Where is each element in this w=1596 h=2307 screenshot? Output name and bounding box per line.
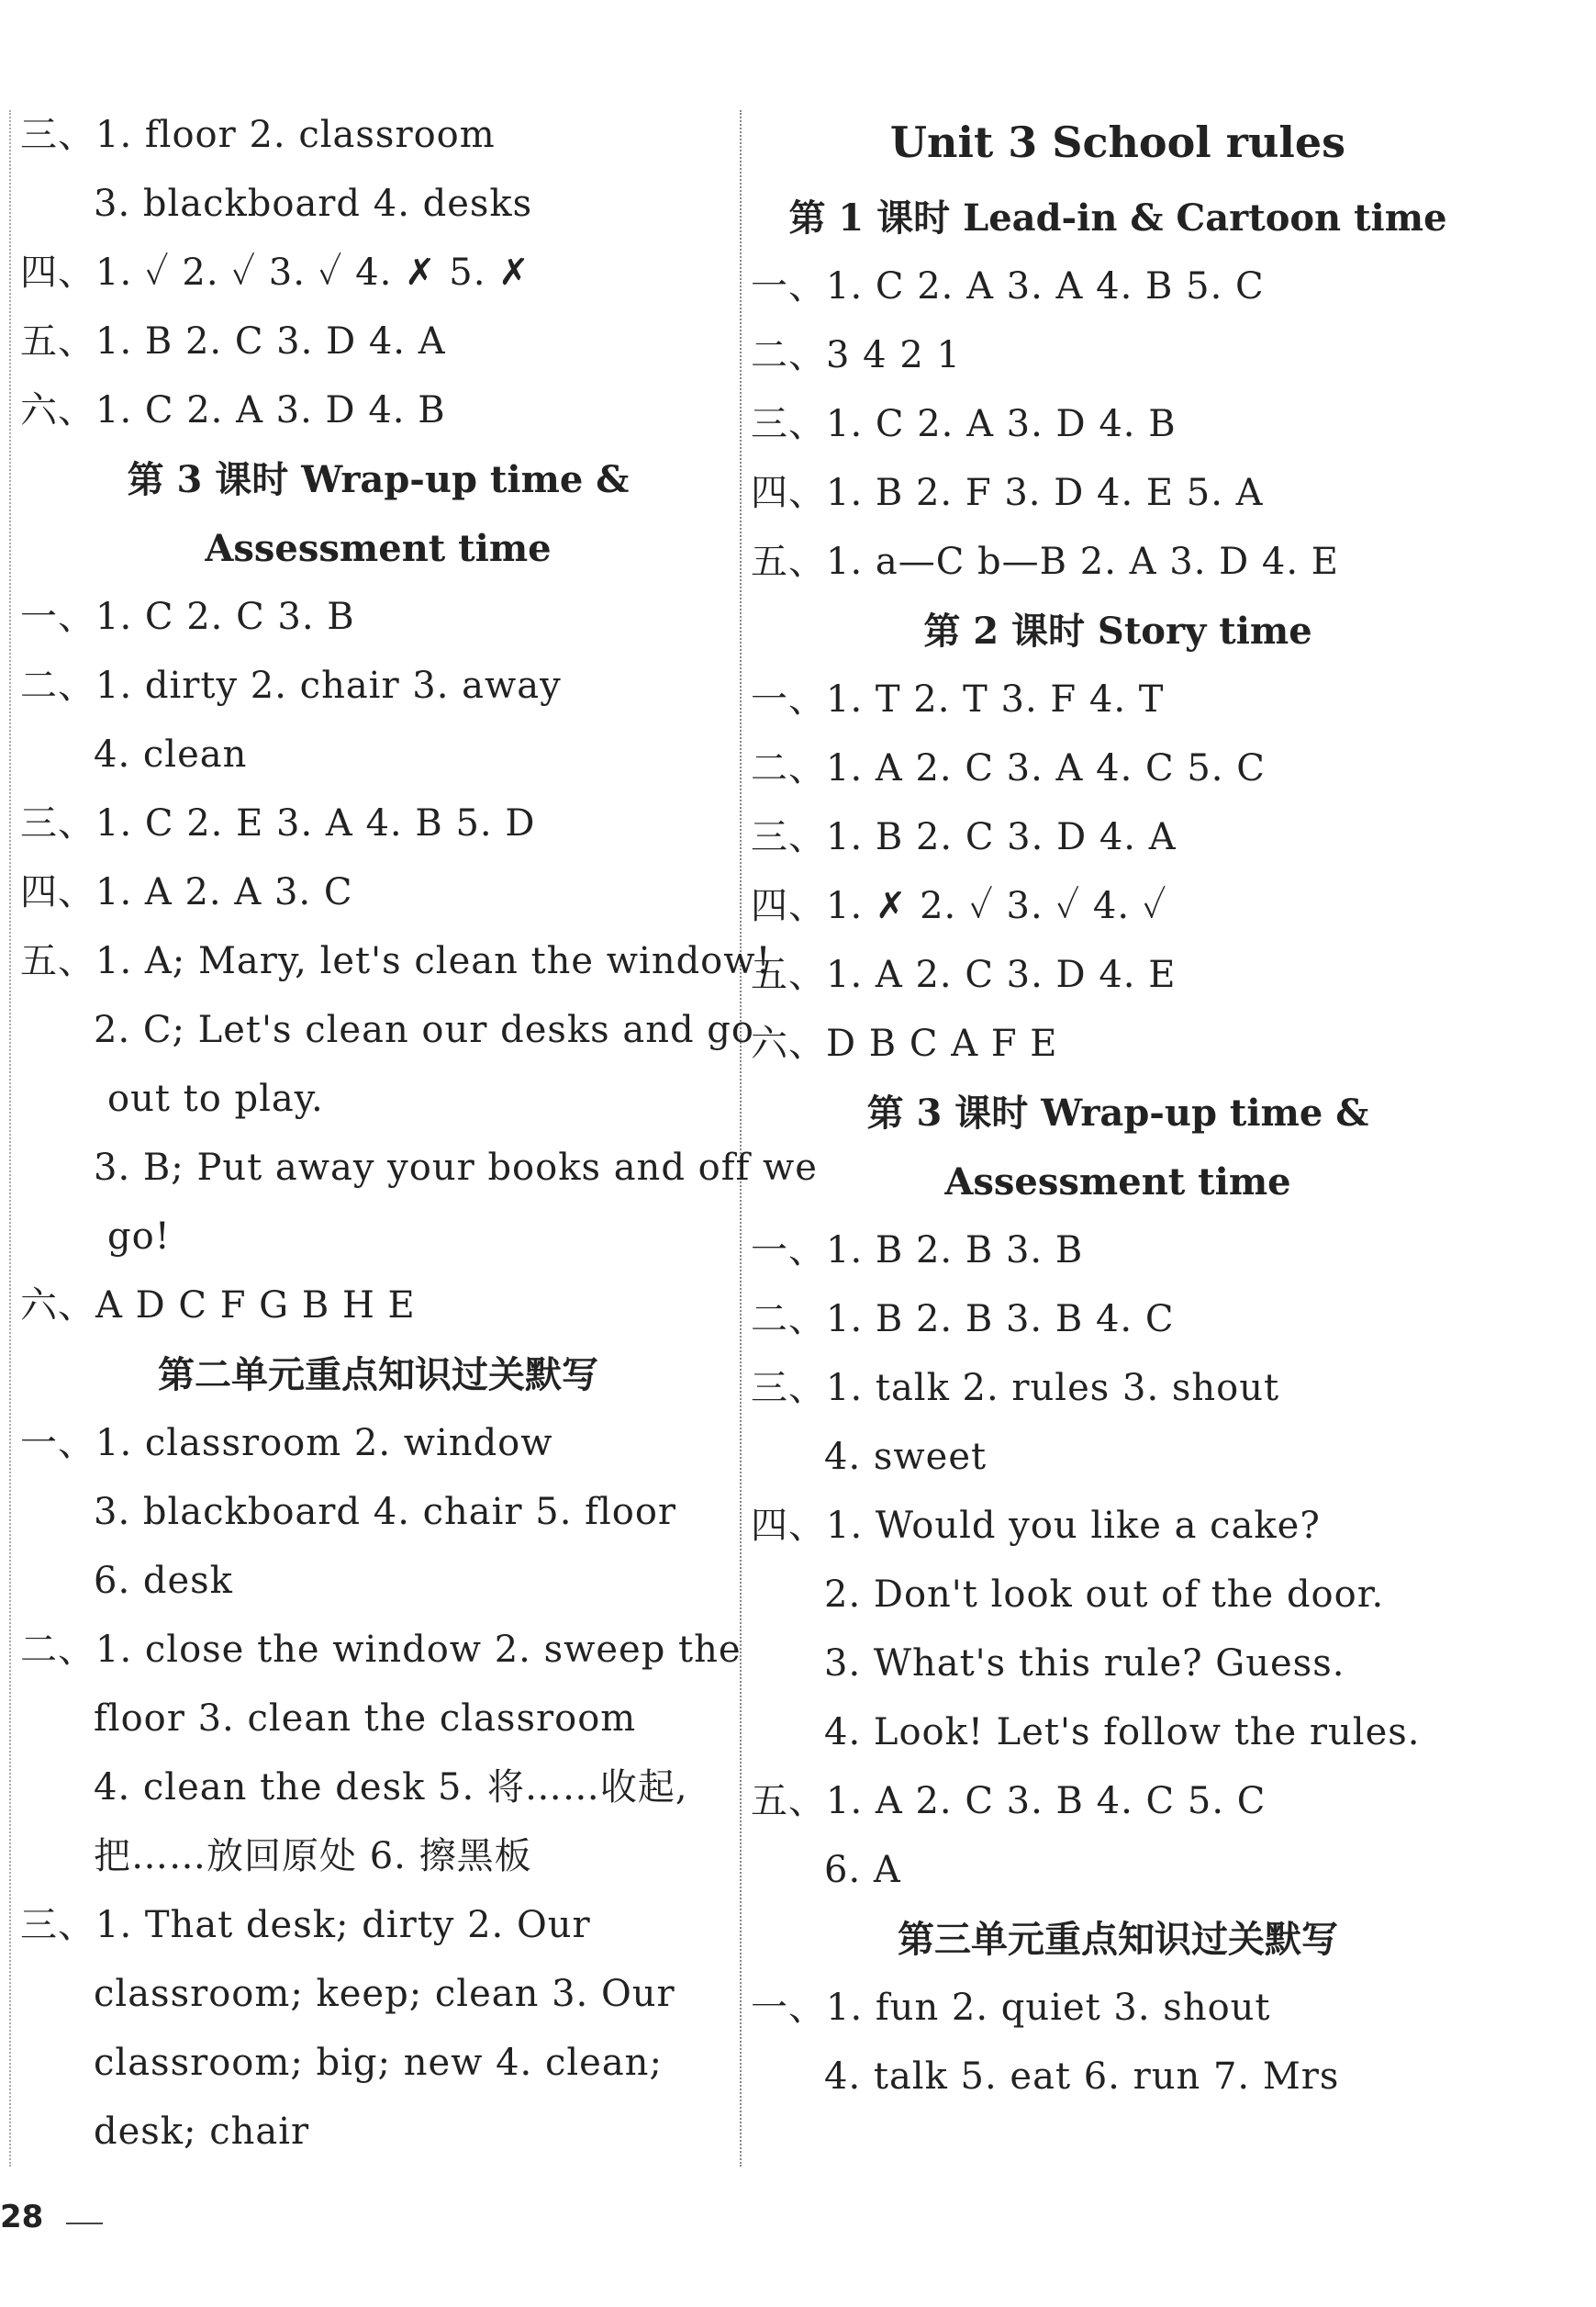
right-answer-line: 一、1. C 2. A 3. A 4. B 5. C <box>751 265 1265 308</box>
left-answer-line: 六、1. C 2. A 3. D 4. B <box>20 389 446 431</box>
left-heading: 第 3 课时 Wrap-up time & <box>127 458 630 501</box>
right-answer-line: 三、1. B 2. C 3. D 4. A <box>751 816 1177 858</box>
left-answer-line: out to play. <box>107 1078 324 1120</box>
left-answer-line: go! <box>107 1215 171 1258</box>
left-heading: 第二单元重点知识过关默写 <box>158 1353 598 1396</box>
right-answer-line: 三、1. talk 2. rules 3. shout <box>751 1367 1280 1409</box>
left-answer-line: 4. clean <box>94 734 248 776</box>
left-answer-line: 三、1. That desk; dirty 2. Our <box>20 1904 591 1946</box>
right-heading: Assessment time <box>944 1160 1291 1204</box>
left-answer-line: desk; chair <box>94 2111 310 2153</box>
left-answer-line: 三、1. floor 2. classroom <box>20 114 496 156</box>
left-answer-line: 五、1. B 2. C 3. D 4. A <box>20 320 446 363</box>
right-title: Unit 3 School rules <box>889 118 1346 167</box>
right-answer-line: 五、1. a—C b—B 2. A 3. D 4. E <box>751 541 1339 583</box>
right-answer-line: 三、1. C 2. A 3. D 4. B <box>751 403 1177 445</box>
right-answer-line: 四、1. B 2. F 3. D 4. E 5. A <box>751 472 1264 514</box>
right-answer-line: 4. talk 5. eat 6. run 7. Mrs <box>824 2055 1340 2098</box>
page-number: 28 <box>0 2199 44 2235</box>
left-answer-line: 一、1. classroom 2. window <box>20 1422 553 1464</box>
right-answer-line: 一、1. fun 2. quiet 3. shout <box>751 1987 1271 2029</box>
right-answer-line: 五、1. A 2. C 3. D 4. E <box>751 954 1177 996</box>
left-answer-line: 2. C; Let's clean our desks and go <box>94 1009 754 1051</box>
left-answer-line: 二、1. dirty 2. chair 3. away <box>20 665 562 707</box>
right-answer-line: 2. Don't look out of the door. <box>824 1573 1385 1616</box>
left-margin-rule <box>9 110 11 2167</box>
left-answer-line: classroom; keep; clean 3. Our <box>94 1973 675 2015</box>
left-answer-line: 3. blackboard 4. desks <box>94 183 533 225</box>
right-answer-line: 二、3 4 2 1 <box>751 334 961 376</box>
right-heading: 第 3 课时 Wrap-up time & <box>866 1092 1369 1135</box>
left-answer-line: floor 3. clean the classroom <box>94 1697 637 1740</box>
left-answer-line: 四、1. A 2. A 3. C <box>20 871 353 913</box>
left-column <box>20 101 818 2167</box>
left-answer-line: 二、1. close the window 2. sweep the <box>20 1629 742 1671</box>
left-answer-line: 一、1. C 2. C 3. B <box>20 596 355 638</box>
right-answer-line: 五、1. A 2. C 3. B 4. C 5. C <box>751 1780 1267 1822</box>
left-answer-line: 6. desk <box>94 1560 233 1602</box>
footer-dash <box>66 2223 103 2224</box>
left-answer-line: classroom; big; new 4. clean; <box>94 2042 663 2084</box>
right-heading: 第 2 课时 Story time <box>923 610 1312 653</box>
left-answer-line: 五、1. A; Mary, let's clean the window! <box>20 940 772 982</box>
right-heading: 第 1 课时 Lead-in & Cartoon time <box>788 196 1447 240</box>
right-answer-line: 4. sweet <box>824 1436 988 1478</box>
left-answer-line: 把……放回原处 6. 擦黑板 <box>94 1835 532 1877</box>
right-heading: 第三单元重点知识过关默写 <box>898 1918 1338 1961</box>
right-answer-line: 4. Look! Let's follow the rules. <box>824 1711 1421 1753</box>
left-answer-line: 四、1. ✓ 2. ✓ 3. ✓ 4. ✗ 5. ✗ <box>20 252 530 294</box>
page-footer <box>0 2199 103 2245</box>
left-heading: Assessment time <box>205 527 552 570</box>
left-answer-line: 4. clean the desk 5. 将……收起, <box>94 1766 688 1809</box>
right-answer-line: 一、1. T 2. T 3. F 4. T <box>751 678 1165 721</box>
right-column <box>751 101 1485 2111</box>
right-answer-line: 二、1. B 2. B 3. B 4. C <box>751 1298 1175 1340</box>
right-answer-line: 6. A <box>824 1849 901 1891</box>
right-answer-line: 二、1. A 2. C 3. A 4. C 5. C <box>751 747 1266 790</box>
right-answer-line: 四、1. Would you like a cake? <box>751 1505 1321 1547</box>
left-answer-line: 六、A D C F G B H E <box>20 1284 416 1327</box>
left-answer-line: 三、1. C 2. E 3. A 4. B 5. D <box>20 802 536 845</box>
right-answer-line: 一、1. B 2. B 3. B <box>751 1229 1084 1271</box>
right-answer-line: 3. What's this rule? Guess. <box>824 1642 1345 1685</box>
left-answer-line: 3. B; Put away your books and off we <box>94 1147 818 1189</box>
right-answer-line: 六、D B C A F E <box>751 1023 1058 1065</box>
left-answer-line: 3. blackboard 4. chair 5. floor <box>94 1491 677 1533</box>
right-answer-line: 四、1. ✗ 2. ✓ 3. ✓ 4. ✓ <box>751 885 1167 927</box>
